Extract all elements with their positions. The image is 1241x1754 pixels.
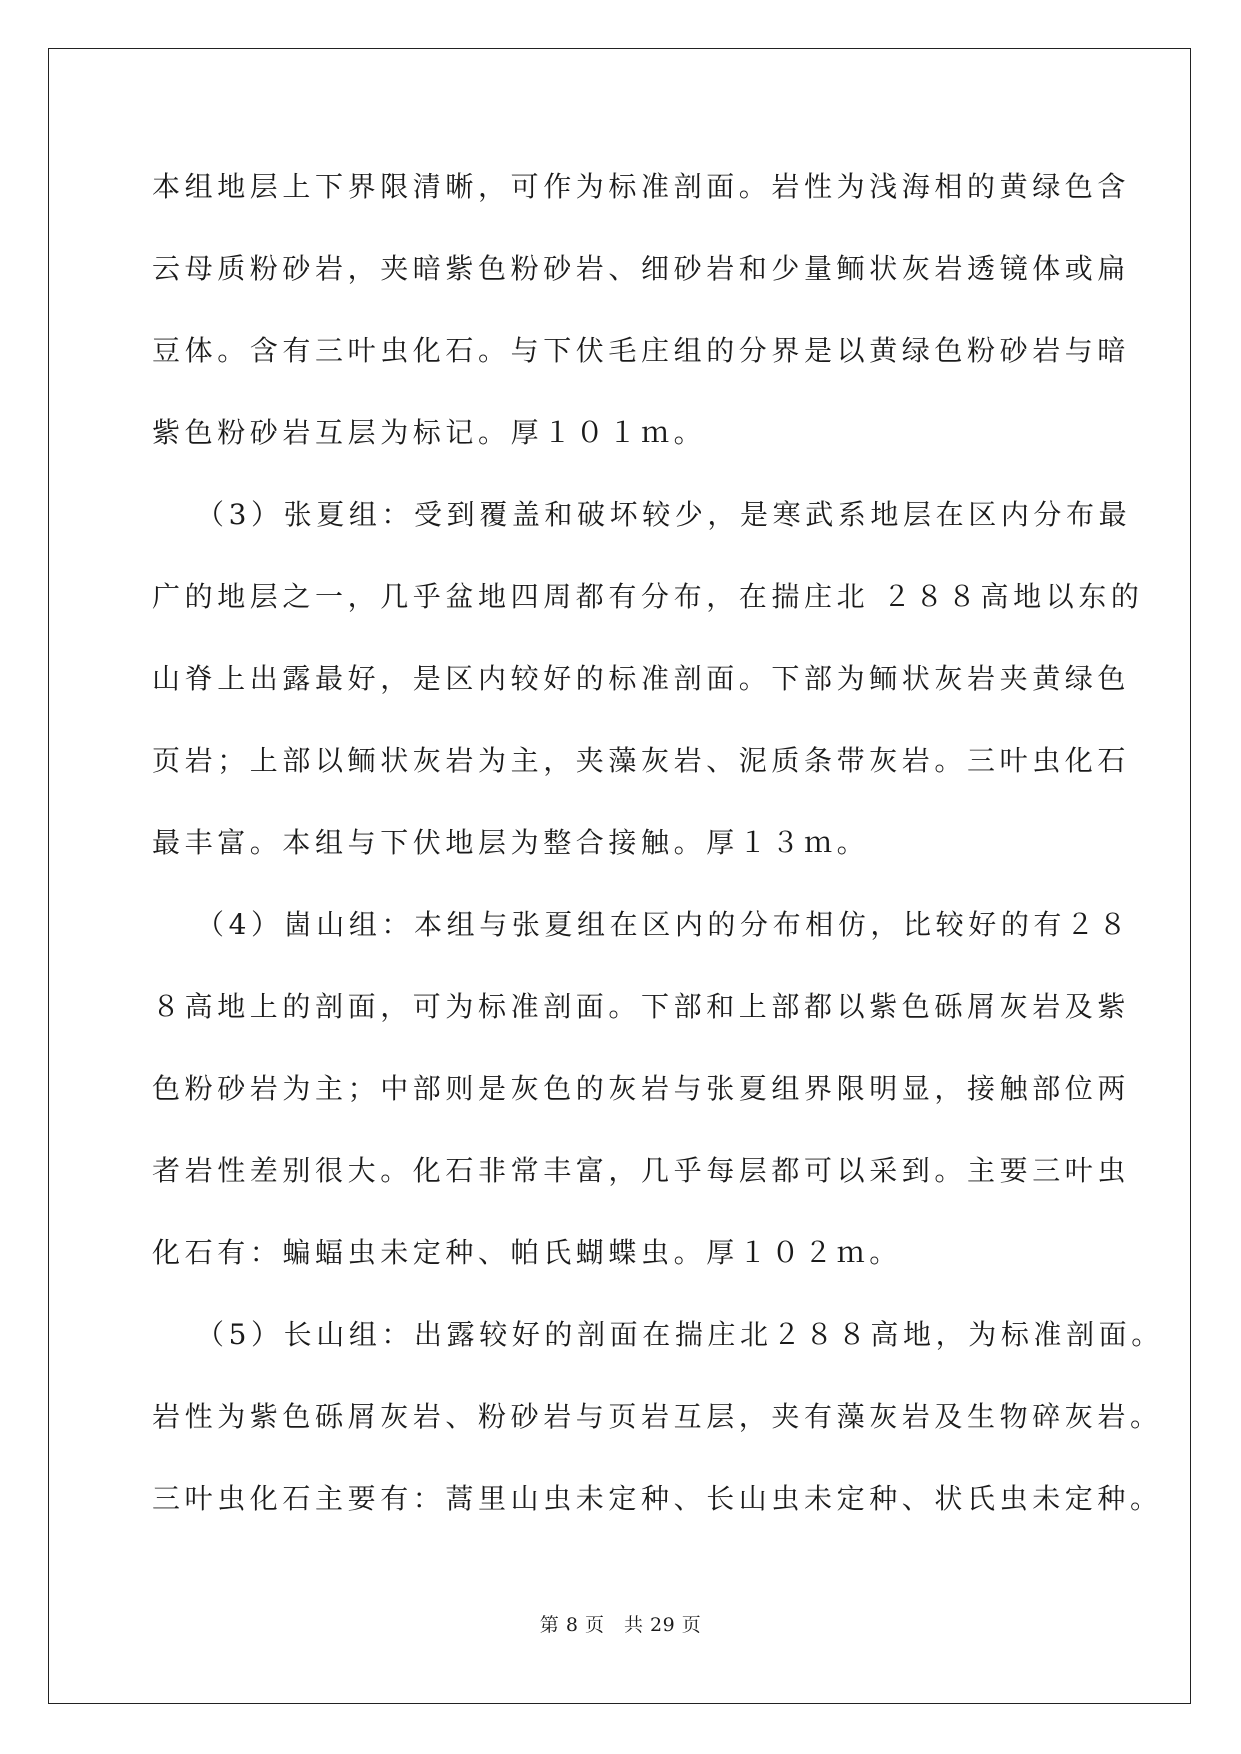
text-line: ８高地上的剖面，可为标准剖面。下部和上部都以紫色砾屑灰岩及紫 [152,990,1131,1023]
paragraph-start-line: （4）崮山组：本组与张夏组在区内的分布相仿，比较好的有２８ [196,908,1132,941]
text-line: 色粉砂岩为主；中部则是灰色的灰岩与张夏组界限明显，接触部位两 [152,1072,1131,1105]
paragraph-start-line: （5）长山组：出露较好的剖面在揣庄北２８８高地，为标准剖面。 [196,1318,1164,1351]
text-line: 页岩；上部以鲕状灰岩为主，夹藻灰岩、泥质条带灰岩。三叶虫化石 [152,744,1131,777]
text-line: 最丰富。本组与下伏地层为整合接触。厚１３ｍ。 [152,826,870,859]
text-line: 云母质粉砂岩，夹暗紫色粉砂岩、细砂岩和少量鲕状灰岩透镜体或扁 [152,252,1131,285]
page-number-footer: 第 8 页 共 29 页 [539,1614,702,1636]
text-line: 豆体。含有三叶虫化石。与下伏毛庄组的分界是以黄绿色粉砂岩与暗 [152,334,1131,367]
text-line: 化石有：蝙蝠虫未定种、帕氏蝴蝶虫。厚１０２ｍ。 [152,1236,902,1269]
text-line: 广的地层之一，几乎盆地四周都有分布，在揣庄北 ２８８高地以东的 [152,580,1144,613]
text-line: 者岩性差别很大。化石非常丰富，几乎每层都可以采到。主要三叶虫 [152,1154,1131,1187]
text-line: 山脊上出露最好，是区内较好的标准剖面。下部为鲕状灰岩夹黄绿色 [152,662,1131,695]
text-line: 岩性为紫色砾屑灰岩、粉砂岩与页岩互层，夹有藻灰岩及生物碎灰岩。 [152,1400,1163,1433]
text-line: 本组地层上下界限清晰，可作为标准剖面。岩性为浅海相的黄绿色含 [152,170,1131,203]
paragraph-start-line: （3）张夏组：受到覆盖和破坏较少，是寒武系地层在区内分布最 [196,498,1132,531]
text-line: 紫色粉砂岩互层为标记。厚１０１ｍ。 [152,416,707,449]
text-line: 三叶虫化石主要有：蒿里山虫未定种、长山虫未定种、状氏虫未定种。 [152,1482,1163,1515]
page-border [48,48,1191,1704]
